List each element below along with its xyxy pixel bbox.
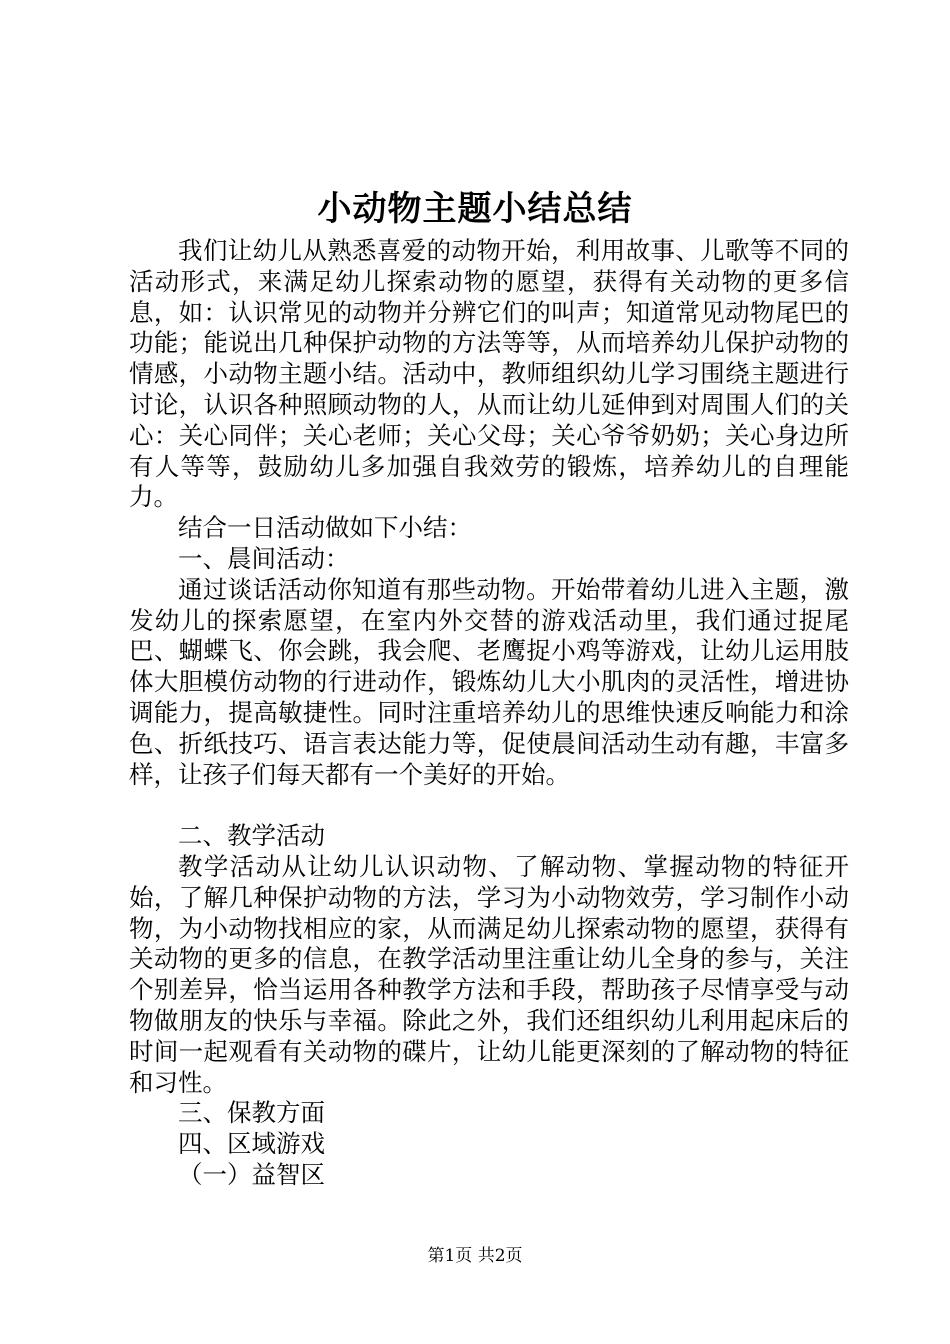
paragraph-intro: 我们让幼儿从熟悉喜爱的动物开始，利用故事、儿歌等不同的活动形式，来满足幼儿探索动物的愿望，获得有关动物的更多信息，如：认识常见的动物并分辨它们的叫声；知道常见动物尾巴的功能；能说出几种保护动物的方法等等，从而培养幼儿保护动物的情感，小动物主题小结。活动中，教师组织幼儿学习围绕主题进行讨论，认识各种照顾动物的人，从而让幼儿延伸到对周围人们的关心：关心同伴；关心老师；关心父母；关心爷爷奶奶；关心身边所有人等等，鼓励幼儿多加强自我效劳的锻炼，培养幼儿的自理能力。 bbox=[129, 236, 849, 512]
heading-teaching-activity: 二、教学活动 bbox=[178, 821, 325, 851]
heading-area-games: 四、区域游戏 bbox=[178, 1129, 325, 1159]
page-number-footer: 第1页 共2页 bbox=[427, 1246, 523, 1266]
paragraph-morning-activity: 通过谈话活动你知道有那些动物。开始带着幼儿进入主题，激发幼儿的探索愿望，在室内外交替的游戏活动里，我们通过捉尾巴、蝴蝶飞、你会跳，我会爬、老鹰捉小鸡等游戏，让幼儿运用肢体大胆模仿动物的行进动作，锻炼幼儿大小肌肉的灵活性，增进协调能力，提高敏捷性。同时注重培养幼儿的思维快速反响能力和涂色、折纸技巧、语言表达能力等，促使晨间活动生动有趣，丰富多样，让孩子们每天都有一个美好的开始。 bbox=[129, 574, 849, 789]
paragraph-teaching-activity: 教学活动从让幼儿认识动物、了解动物、掌握动物的特征开始，了解几种保护动物的方法，学习为小动物效劳，学习制作小动物，为小动物找相应的家，从而满足幼儿探索动物的愿望，获得有关动物的更多的信息，在教学活动里注重让幼儿全身的参与，关注个别差异，恰当运用各种教学方法和手段，帮助孩子尽情享受与动物做朋友的快乐与幸福。除此之外，我们还组织幼儿利用起床后的时间一起观看有关动物的碟片，让幼儿能更深刻的了解动物的特征和习性。 bbox=[129, 851, 849, 1097]
heading-morning-activity: 一、晨间活动： bbox=[178, 543, 350, 573]
heading-care-education: 三、保教方面 bbox=[178, 1098, 325, 1128]
document-body bbox=[129, 236, 849, 1191]
paragraph-summary-lead: 结合一日活动做如下小结： bbox=[178, 513, 472, 543]
heading-puzzle-area: （一）益智区 bbox=[178, 1159, 325, 1189]
document-title: 小动物主题小结总结 bbox=[317, 189, 633, 229]
